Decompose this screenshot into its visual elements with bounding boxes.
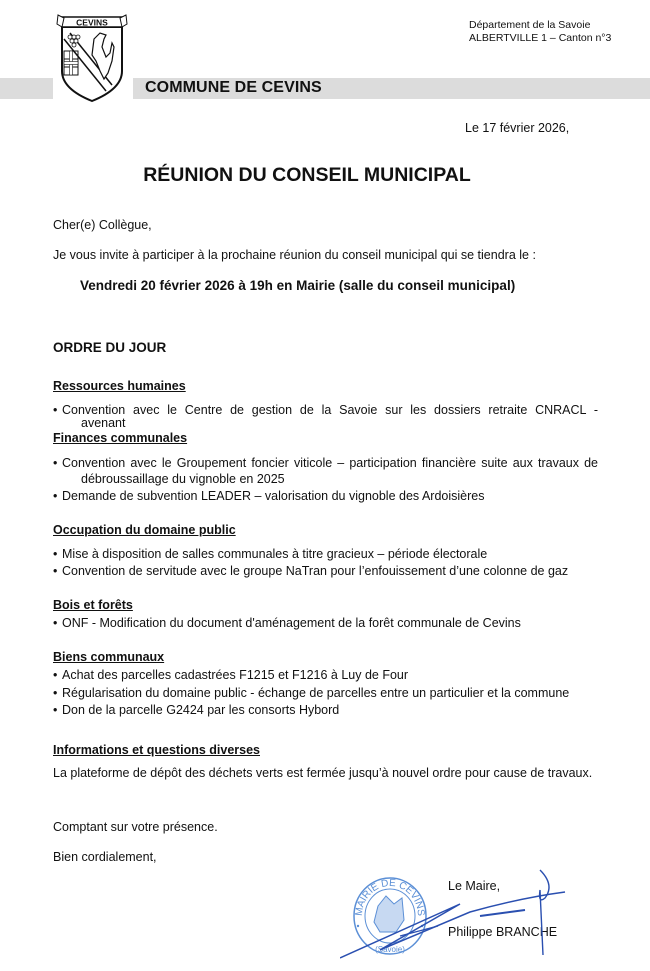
agenda-item: • Mise à disposition de salles communales à titre gracieux – période électorale — [53, 547, 488, 561]
document-title: RÉUNION DU CONSEIL MUNICIPAL — [143, 164, 471, 186]
department-name: Département de la Savoie — [469, 19, 591, 31]
coat-of-arms-icon — [56, 13, 128, 103]
section-title-finances-communales: Finances communales — [53, 431, 188, 445]
section-title-biens-communaux: Biens communaux — [53, 650, 165, 664]
department-info — [469, 19, 611, 45]
svg-text:(Savoie): (Savoie) — [375, 945, 405, 954]
svg-text:CEVINS: CEVINS — [76, 17, 108, 28]
section-title-occupation-domaine-public: Occupation du domaine public — [53, 523, 236, 537]
svg-text:MAIRIE DE CEVINS: MAIRIE DE CEVINS — [353, 877, 427, 917]
section-title-bois-et-forets: Bois et forêts — [53, 598, 133, 612]
agenda-item: • Don de la parcelle G2424 par les consorts Hybord — [53, 703, 340, 717]
closing-line: Comptant sur votre présence. — [53, 820, 218, 834]
salutation: Cher(e) Collègue, — [53, 218, 152, 232]
agenda-item: • Convention avec le Groupement foncier viticole – participation financière suite aux travaux de — [53, 456, 598, 470]
agenda-item-continuation: débroussaillage du vignoble en 2025 — [81, 472, 285, 486]
header-band-left — [0, 78, 53, 99]
section-title-ressources-humaines: Ressources humaines — [53, 379, 186, 393]
agenda-item-continuation: avenant — [81, 416, 126, 430]
letter-date: Le 17 février 2026, — [465, 121, 570, 135]
commune-name: COMMUNE DE CEVINS — [145, 79, 322, 96]
meeting-details: Vendredi 20 février 2026 à 19h en Mairie (salle du conseil municipal) — [80, 278, 516, 293]
canton-name: ALBERTVILLE 1 – Canton n°3 — [469, 32, 612, 44]
agenda-item: • Achat des parcelles cadastrées F1215 et F1216 à Luy de Four — [53, 668, 409, 682]
agenda-item: • Demande de subvention LEADER – valorisation du vignoble des Ardoisières — [53, 489, 485, 503]
agenda-item: • Régularisation du domaine public - échange de parcelles entre un particulier et la commune — [53, 686, 570, 700]
closing-greeting: Bien cordialement, — [53, 850, 157, 864]
agenda-item: • ONF - Modification du document d'aménagement de la forêt communale de Cevins — [53, 616, 521, 630]
section-title-informations-diverses: Informations et questions diverses — [53, 743, 260, 757]
agenda-item: • Convention avec le Centre de gestion de la Savoie sur les dossiers retraite CNRACL - — [53, 403, 598, 417]
agenda-heading: ORDRE DU JOUR — [53, 340, 167, 355]
handwritten-signature-icon — [340, 860, 570, 960]
signatory-role: Le Maire, — [448, 879, 501, 893]
signatory-name: Philippe BRANCHE — [448, 925, 558, 939]
agenda-item: • Convention de servitude avec le groupe NaTran pour l’enfouissement d’une colonne de gaz — [53, 564, 569, 578]
information-text: La plateforme de dépôt des déchets verts est fermée jusqu’à nouvel ordre pour cause de travaux. — [53, 766, 593, 780]
intro-paragraph: Je vous invite à participer à la prochaine réunion du conseil municipal qui se tiendra le : — [53, 248, 536, 262]
